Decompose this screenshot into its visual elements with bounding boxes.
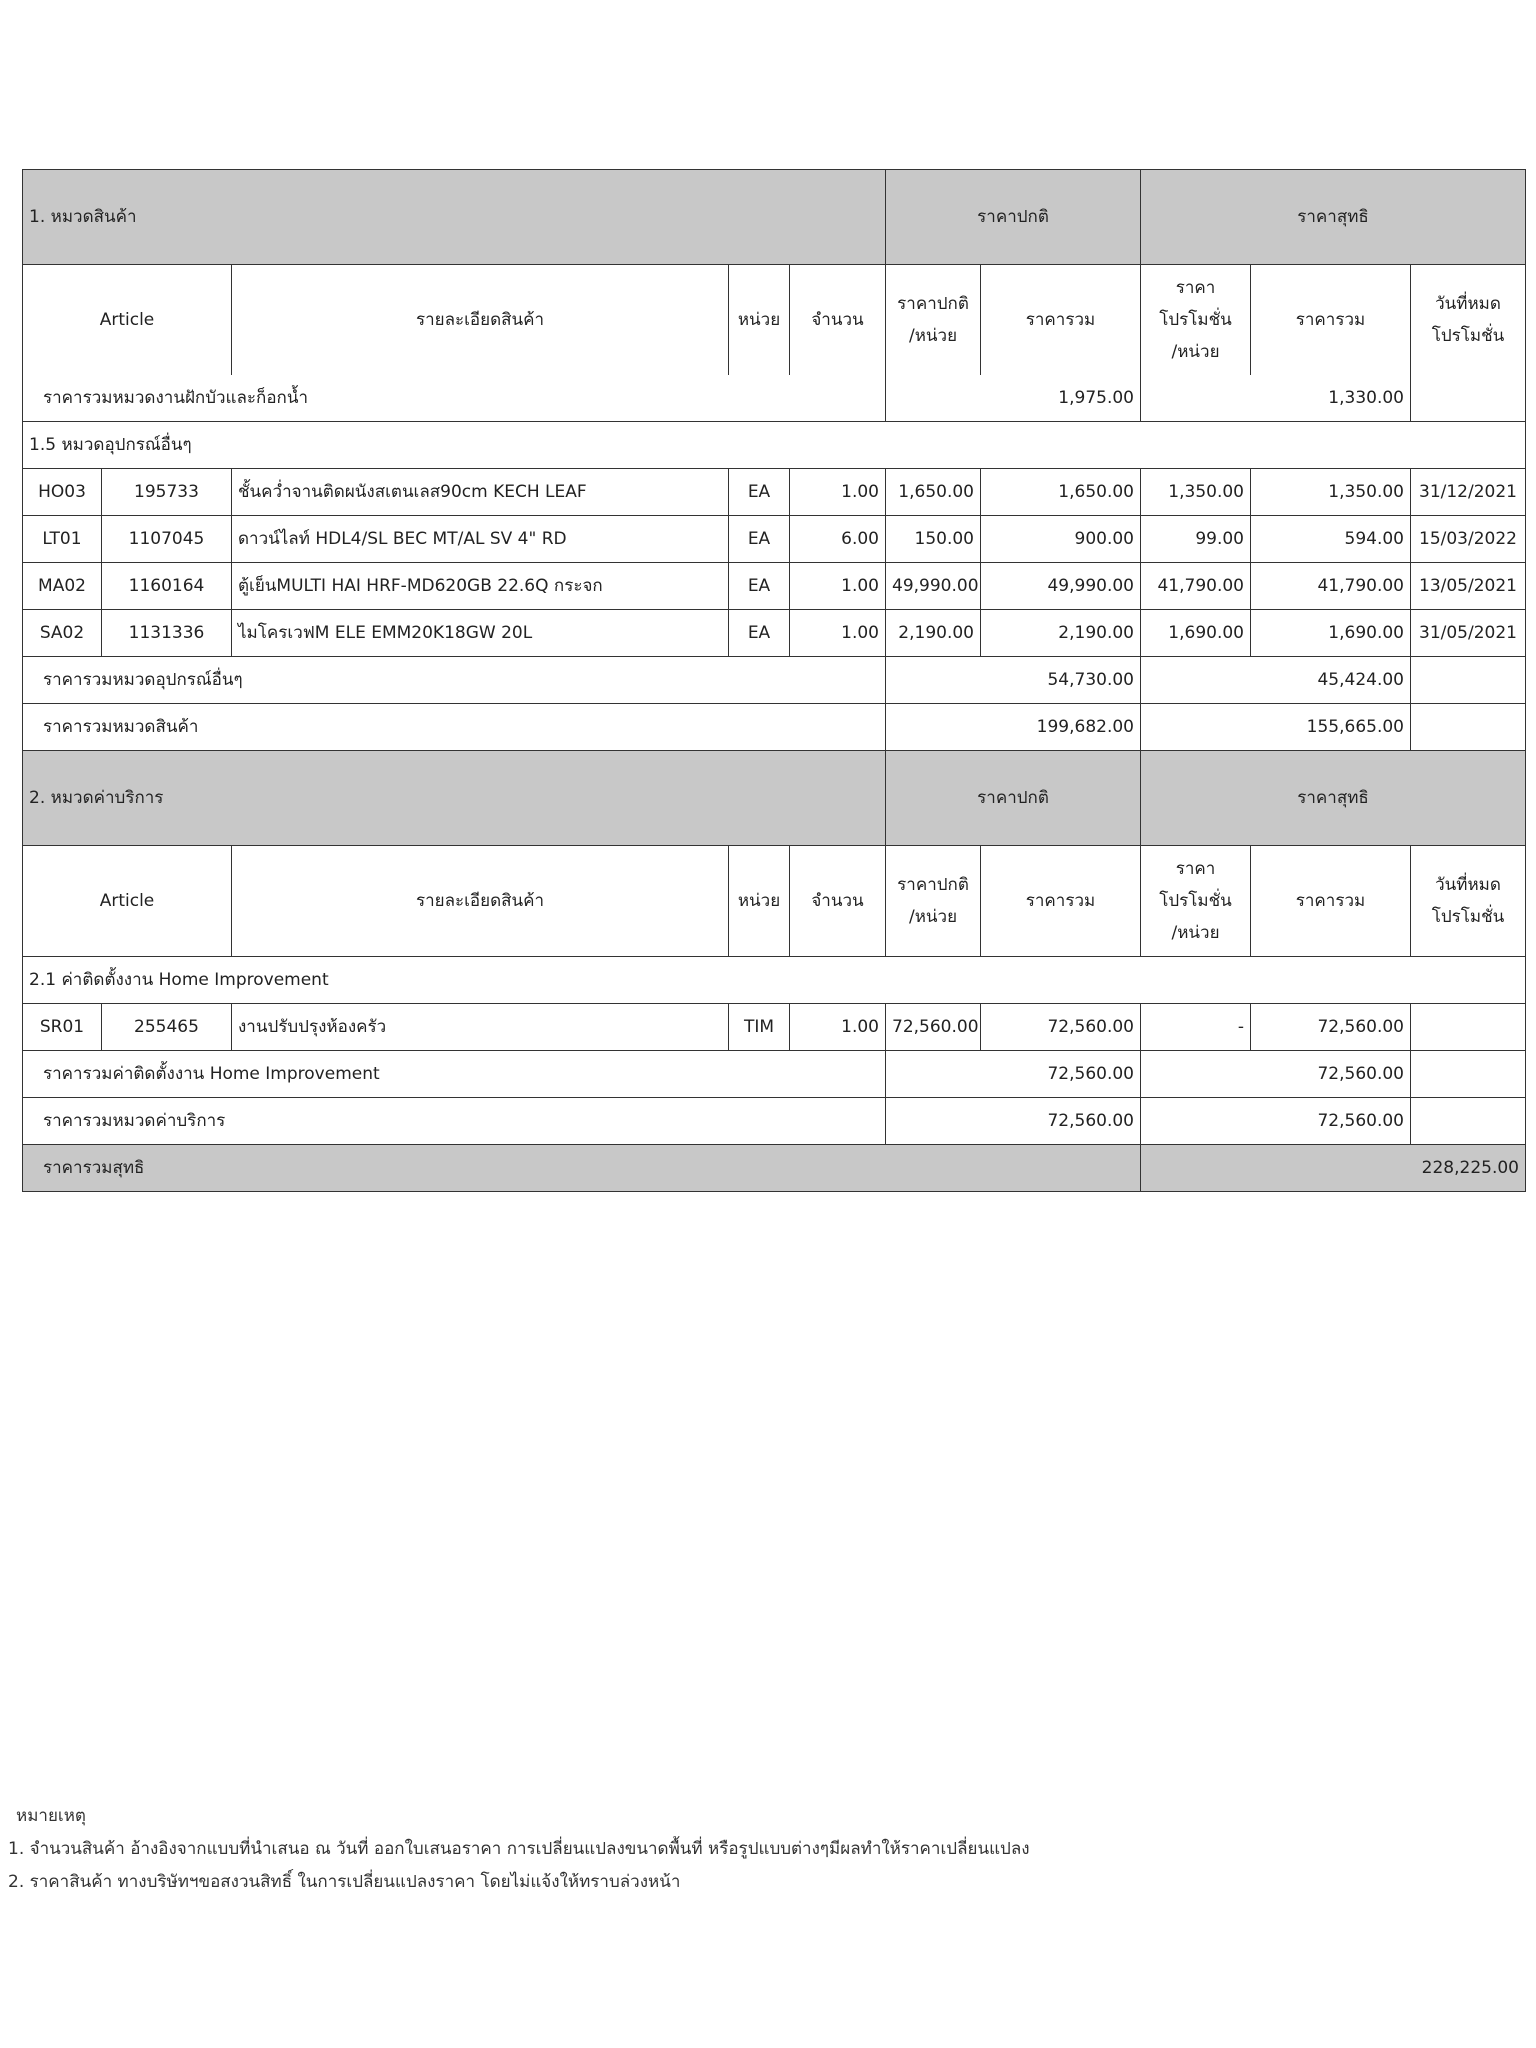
shower-subtotal-regular: 1,975.00 [886, 375, 1141, 422]
group-1-5-subtotal-label: ราคารวมหมวดอุปกรณ์อื่นๆ [23, 657, 886, 704]
col-description: รายละเอียดสินค้า [232, 265, 729, 376]
col-promo-total: ราคารวม [1251, 265, 1411, 376]
col-promo-unit: ราคา โปรโมชั่น /หน่วย [1141, 265, 1251, 376]
shower-subtotal-promo: 1,330.00 [1141, 375, 1411, 422]
group-2-1-subtotal-regular: 72,560.00 [886, 1051, 1141, 1098]
services-total-label: ราคารวมหมวดค่าบริการ [23, 1098, 886, 1145]
section2-header [23, 751, 1526, 846]
services-total-regular: 72,560.00 [886, 1098, 1141, 1145]
shower-subtotal-row [23, 375, 1526, 422]
col-unit: หน่วย [729, 265, 790, 376]
products-total-label: ราคารวมหมวดสินค้า [23, 704, 886, 751]
note-line-1: 1. จำนวนสินค้า อ้างอิงจากแบบที่นำเสนอ ณ วันที่ ออกใบเสนอราคา การเปลี่ยนแปลงขนาดพื้นที่ หรือรูปแบบต่างๆมีผลทำให้ราคาเปลี่ยนแปลง [8, 1839, 1030, 1859]
note-line-2: 2. ราคาสินค้า ทางบริษัทฯขอสงวนสิทธิ์ ในการเปลี่ยนแปลงราคา โดยไม่แจ้งให้ทราบล่วงหน้า [8, 1872, 681, 1892]
grand-total-value: 228,225.00 [1141, 1145, 1526, 1192]
group-1-5-title: 1.5 หมวดอุปกรณ์อื่นๆ [23, 422, 1526, 469]
net-price-header-2: ราคาสุทธิ [1141, 751, 1526, 846]
group-2-1-subtotal-row [23, 1051, 1526, 1098]
group-2-1-subtotal-promo: 72,560.00 [1141, 1051, 1411, 1098]
grand-total-row [23, 1145, 1526, 1192]
services-total-row [23, 1098, 1526, 1145]
group-2-1-subtotal-label: ราคารวมค่าติดตั้งงาน Home Improvement [23, 1051, 886, 1098]
net-price-header: ราคาสุทธิ [1141, 170, 1526, 265]
quotation-table [22, 169, 1526, 1192]
products-total-regular: 199,682.00 [886, 704, 1141, 751]
col-qty: จำนวน [790, 265, 886, 376]
notes-title: หมายเหตุ [16, 1806, 86, 1826]
column-header-row-2: Article รายละเอียดสินค้า หน่วย จำนวน ราคาปกติ /หน่วย ราคารวม ราคา โปรโมชั่น /หน่วย ราคารวม วันที่หมด โปรโมชั่น [23, 846, 1526, 957]
group-1-5-subtotal-promo: 45,424.00 [1141, 657, 1411, 704]
shower-subtotal-label: ราคารวมหมวดงานฝักบัวและก็อกน้ำ [23, 375, 886, 422]
grand-total-label: ราคารวมสุทธิ [23, 1145, 1141, 1192]
section1-title: 1. หมวดสินค้า [23, 170, 886, 265]
table-row: SR01 255465 งานปรับปรุงห้องครัว TIM 1.00 72,560.00 72,560.00 - 72,560.00 [23, 1004, 1526, 1051]
column-header-row [23, 265, 1526, 376]
group-1-5-subtotal-row [23, 657, 1526, 704]
notes-section [8, 1800, 1030, 1899]
group-1-5-subtotal-regular: 54,730.00 [886, 657, 1141, 704]
col-article: Article [23, 265, 232, 376]
regular-price-header-2: ราคาปกติ [886, 751, 1141, 846]
products-total-row [23, 704, 1526, 751]
section2-title: 2. หมวดค่าบริการ [23, 751, 886, 846]
col-regular-unit: ราคาปกติ /หน่วย [886, 265, 981, 376]
services-total-promo: 72,560.00 [1141, 1098, 1411, 1145]
table-row: SA02 1131336 ไมโครเวฟM ELE EMM20K18GW 20L EA 1.00 2,190.00 2,190.00 1,690.00 1,690.00 31/05/2021 [23, 610, 1526, 657]
group-2-1-title: 2.1 ค่าติดตั้งงาน Home Improvement [23, 957, 1526, 1004]
table-row: HO03 195733 ชั้นคว่ำจานติดผนังสเตนเลส90cm KECH LEAF EA 1.00 1,650.00 1,650.00 1,350.00 1,350.00 31/12/2021 [23, 469, 1526, 516]
products-total-promo: 155,665.00 [1141, 704, 1411, 751]
regular-price-header: ราคาปกติ [886, 170, 1141, 265]
col-regular-total: ราคารวม [981, 265, 1141, 376]
table-row: LT01 1107045 ดาวน์ไลท์ HDL4/SL BEC MT/AL SV 4" RD EA 6.00 150.00 900.00 99.00 594.00 15/03/2022 [23, 516, 1526, 563]
col-promo-end: วันที่หมด โปรโมชั่น [1411, 265, 1526, 376]
table-row: MA02 1160164 ตู้เย็นMULTI HAI HRF-MD620GB 22.6Q กระจก EA 1.00 49,990.00 49,990.00 41,790.00 41,790.00 13/05/2021 [23, 563, 1526, 610]
group-1-5-title-row [23, 422, 1526, 469]
group-2-1-title-row [23, 957, 1526, 1004]
section1-header [23, 170, 1526, 265]
